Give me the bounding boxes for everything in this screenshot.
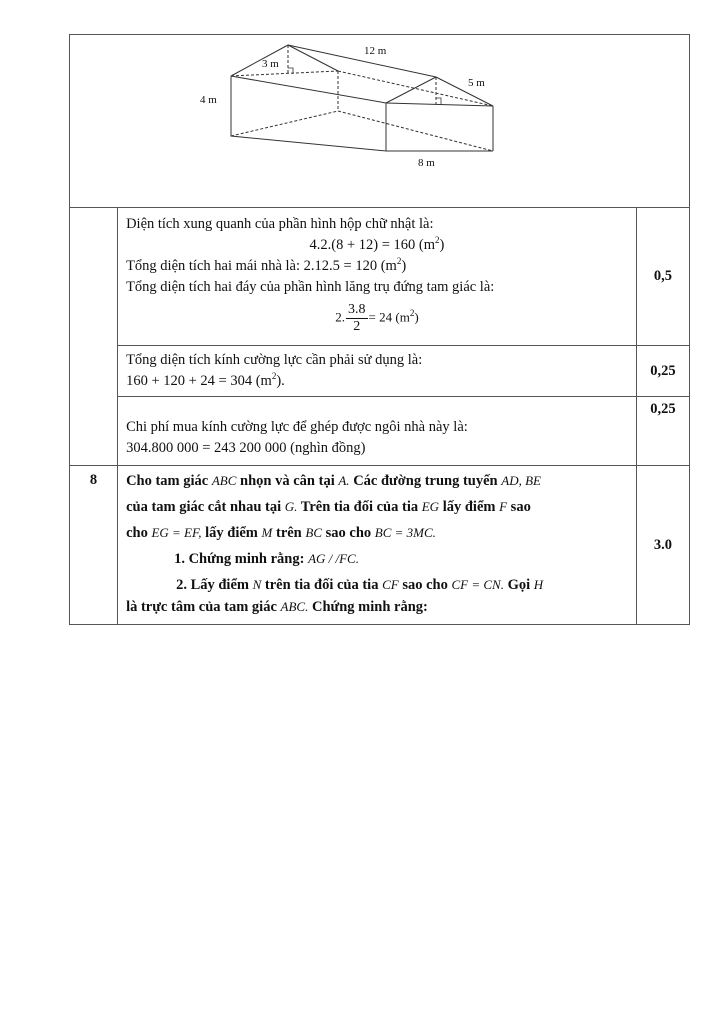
section1-line3: Tổng diện tích hai mái nhà là: 2.12.5 = 120 $(m^2)$ bbox=[126, 256, 407, 274]
section1-line1: Diện tích xung quanh của phần hình hộp chữ nhật là: bbox=[126, 216, 434, 232]
answer-table bbox=[69, 34, 690, 625]
question8-row bbox=[70, 466, 690, 625]
q8-item2-line2: là trực tâm của tam giác ABC. Chứng minh rằng: bbox=[126, 599, 428, 615]
section1-formula: 2. $\frac{3.8}{2}$ = 24 $(m^2)$ bbox=[335, 302, 419, 334]
figure-cell bbox=[70, 35, 690, 208]
label-roof-slope: 5 m bbox=[468, 77, 485, 89]
question8-content bbox=[118, 466, 637, 625]
section3-score: 0,25 bbox=[636, 397, 689, 466]
section2-score: 0,25 bbox=[636, 346, 689, 397]
section1-content bbox=[118, 208, 637, 346]
section3-row bbox=[70, 397, 690, 466]
section2-line1: Tổng diện tích kính cường lực cần phải sử dụng là: bbox=[126, 352, 423, 368]
figure-row bbox=[70, 35, 690, 208]
section1-row bbox=[70, 208, 690, 346]
question8-number: 8 bbox=[70, 466, 118, 625]
q8-paragraph-line3: cho EG = EF, lấy điểm M trên BC sao cho BC = 3MC. bbox=[126, 525, 436, 541]
section3-line2: 304.800 000 = 243 200 000 (nghìn đồng) bbox=[126, 440, 366, 456]
section3-content bbox=[118, 397, 637, 466]
section1-line2: 4.2.(8 + 12) = 160 $(m^2)$ bbox=[309, 235, 445, 253]
label-wall-height: 4 m bbox=[200, 94, 217, 106]
house-prism-figure bbox=[196, 41, 496, 171]
section2-line2: 160 + 120 + 24 = 304 $(m^2)$. bbox=[126, 371, 285, 389]
q8-paragraph-line2: của tam giác cắt nhau tại G. Trên tia đối của tia EG lấy điểm F sao bbox=[126, 499, 531, 515]
answer-table-container bbox=[69, 34, 690, 625]
section1-line4: Tổng diện tích hai đáy của phần hình lăng trụ đứng tam giác là: bbox=[126, 279, 495, 295]
label-top-length: 12 m bbox=[364, 45, 387, 57]
label-width: 8 m bbox=[418, 157, 435, 169]
q8-item2: 2. Lấy điểm N trên tia đối của tia CF sao cho CF = CN. Gọi H bbox=[176, 577, 544, 593]
q8-paragraph-line1: Cho tam giác ABC nhọn và cân tại A. Các đường trung tuyến AD, BE bbox=[126, 473, 541, 489]
section1-score: 0,5 bbox=[636, 208, 689, 346]
section2-row bbox=[70, 346, 690, 397]
section2-content bbox=[118, 346, 637, 397]
section3-line1: Chi phí mua kính cường lực để ghép được ngôi nhà này là: bbox=[126, 419, 468, 435]
section-number-cell bbox=[70, 208, 118, 466]
label-roof-height: 3 m bbox=[262, 58, 279, 70]
question8-score: 3.0 bbox=[636, 466, 689, 625]
q8-item1: 1. Chứng minh rằng: AG / /FC. bbox=[174, 551, 359, 567]
